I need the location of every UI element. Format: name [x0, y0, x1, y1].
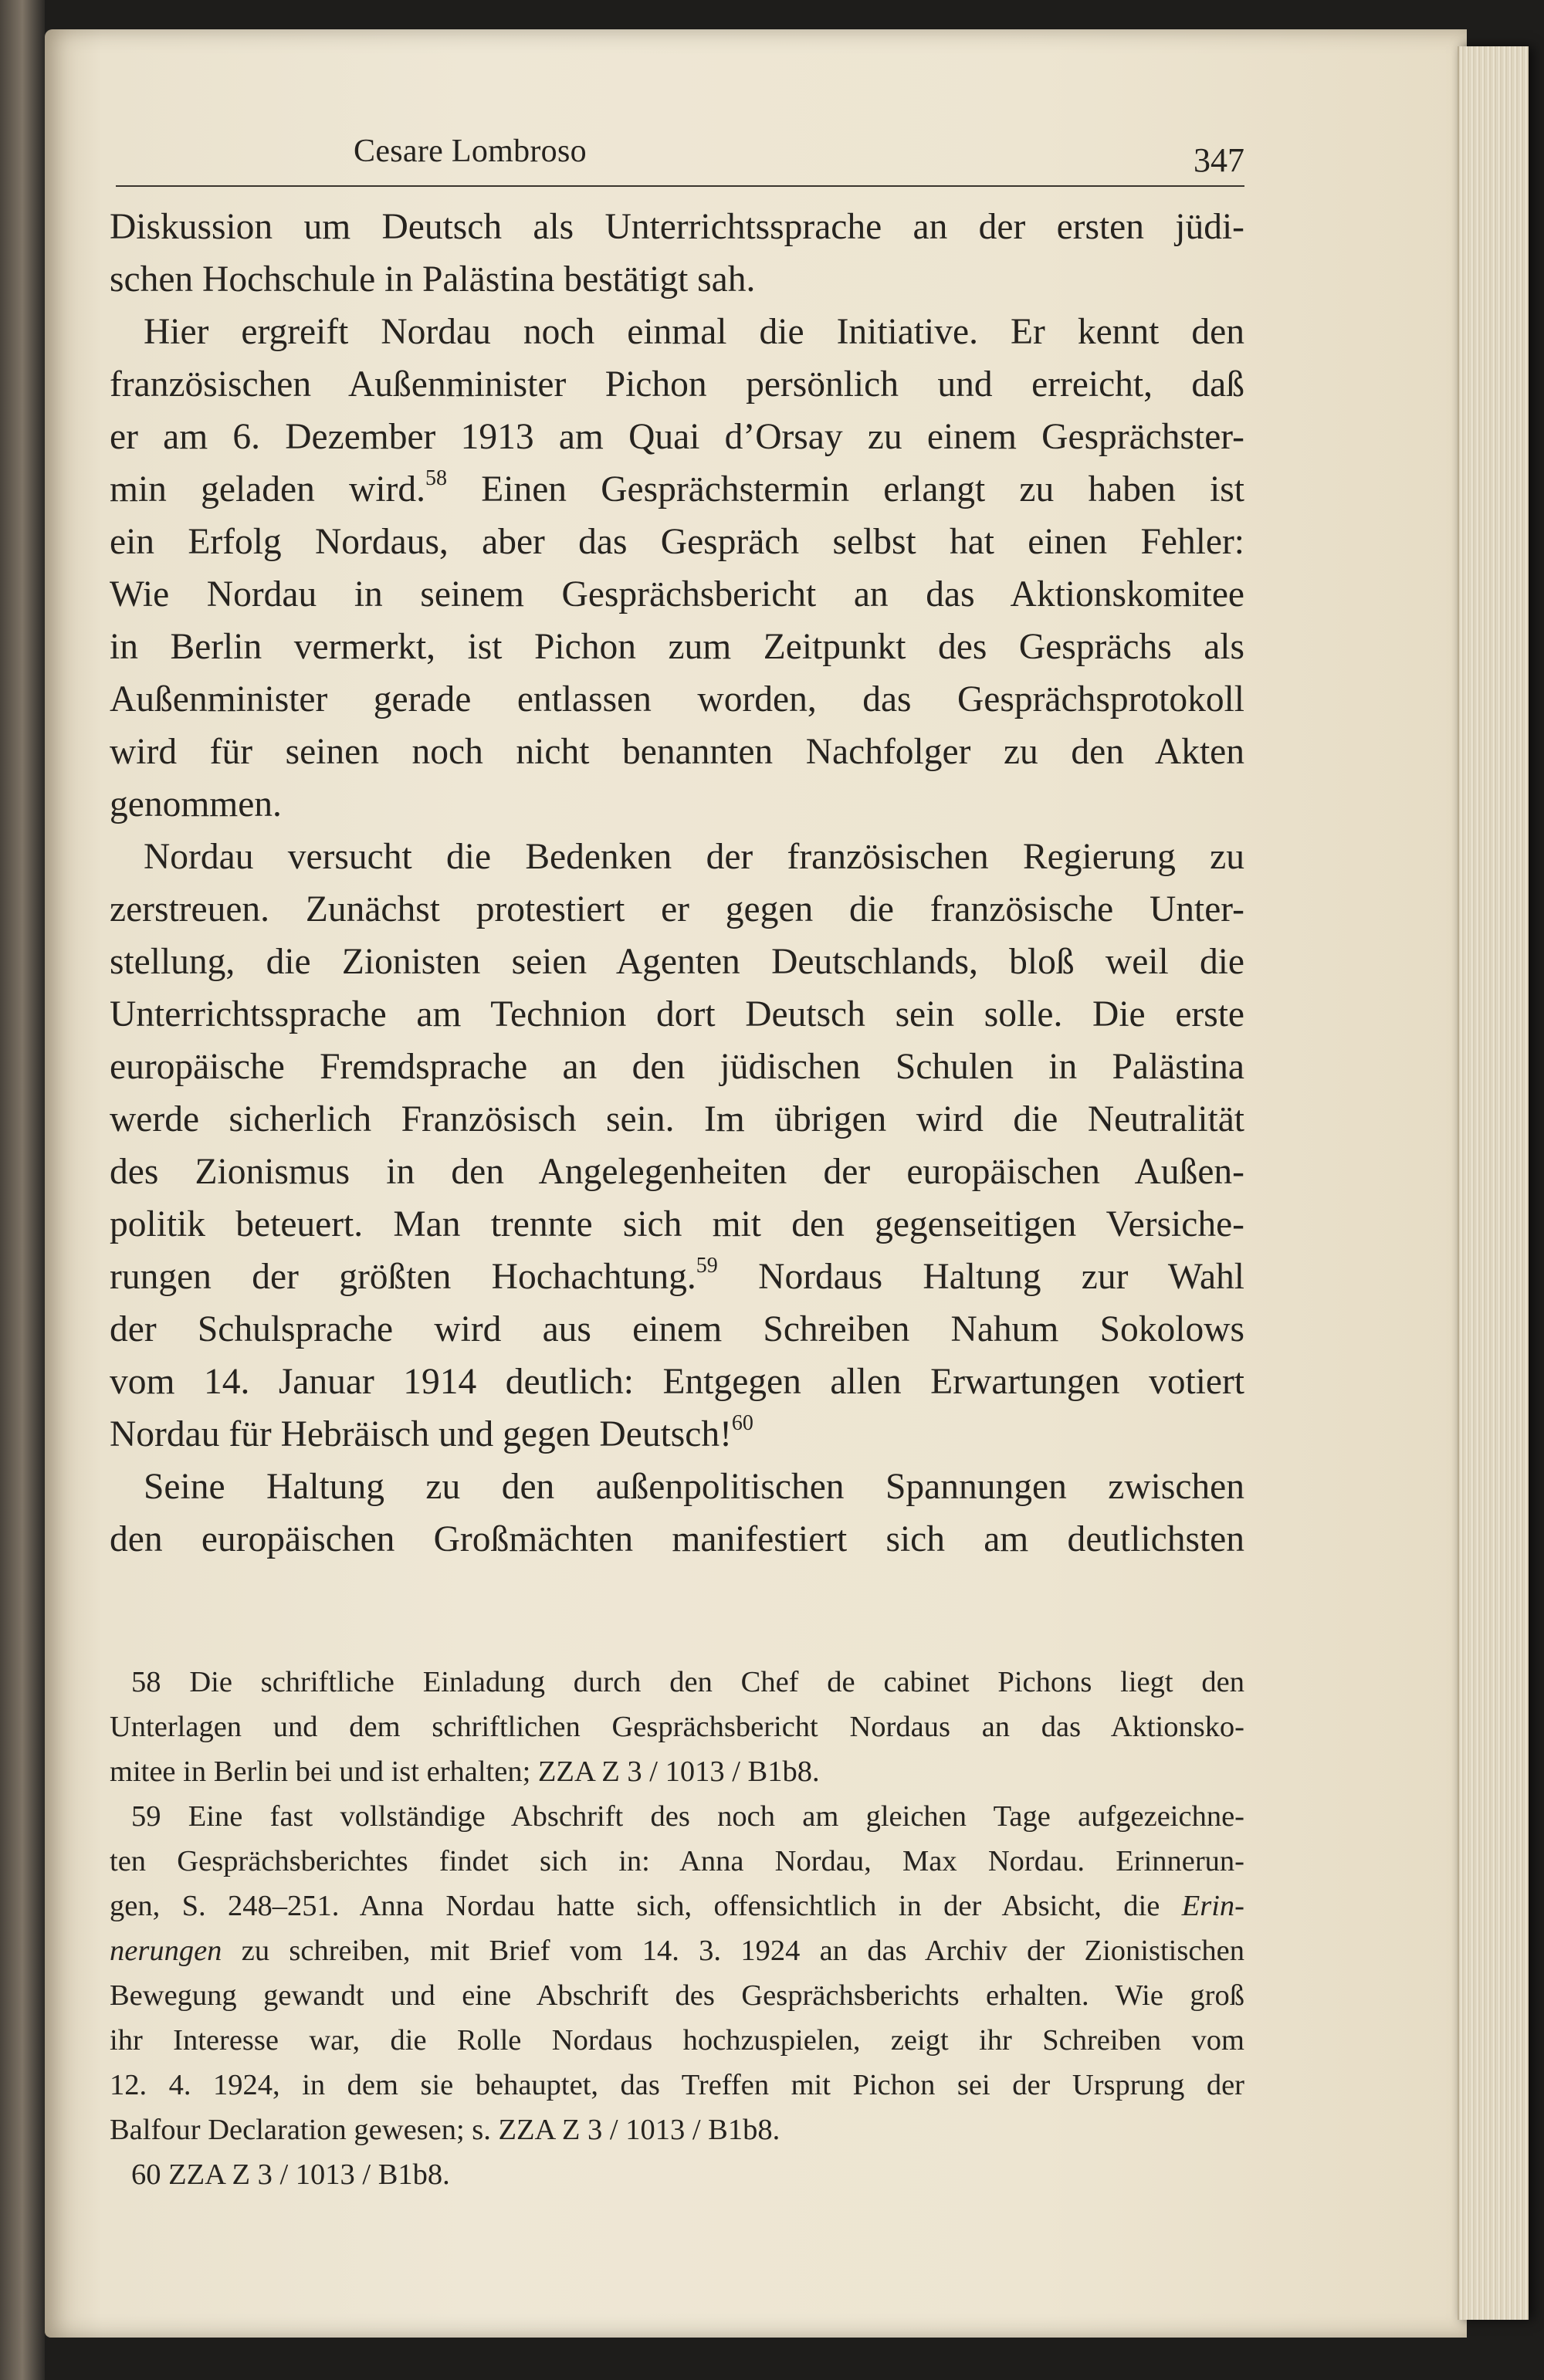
body-line: rungen der größten Hochachtung.$^{59}$ Nordaus Haltung zur Wahl	[110, 1254, 1244, 1297]
body-line: Nordau versucht die Bedenken der französischen Regierung zu	[144, 837, 1244, 877]
body-line: des Zionismus in den Angelegenheiten der europäischen Außen-	[110, 1152, 1244, 1192]
body-line: den europäischen Großmächten manifestiert sich am deutlichsten	[110, 1519, 1244, 1559]
footnote-60: 60 ZZA Z 3 / 1013 / B1b8.	[131, 2158, 450, 2191]
body-line: ein Erfolg Nordaus, aber das Gespräch selbst hat einen Fehler:	[110, 522, 1244, 562]
running-head-title: Cesare Lombroso	[354, 134, 587, 169]
body-line: stellung, die Zionisten seien Agenten Deutschlands, bloß weil die	[110, 942, 1244, 982]
footnote-line: Bewegung gewandt und eine Abschrift des Gesprächsberichts erhalten. Wie groß	[110, 1979, 1244, 2012]
body-line: er am 6. Dezember 1913 am Quai d’Orsay zu einem Gesprächster-	[110, 417, 1244, 457]
footnote-58: 58 Die schriftliche Einladung durch den Chef de cabinet Pichons liegt den	[131, 1666, 1244, 1698]
footnote-ref-58: 58	[425, 466, 447, 491]
page-number: 347	[1194, 141, 1244, 179]
body-line: schen Hochschule in Palästina bestätigt sah.	[110, 259, 756, 300]
body-line: Außenminister gerade entlassen worden, das Gesprächsprotokoll	[110, 679, 1244, 719]
body-line: werde sicherlich Französisch sein. Im übrigen wird die Neutralität	[110, 1099, 1244, 1139]
page-stack-edge	[1458, 46, 1529, 2320]
body-line: min geladen wird.$^{58}$ Einen Gesprächstermin erlangt zu haben ist	[110, 466, 1244, 510]
footnote-line: Balfour Declaration gewesen; s. ZZA Z 3 / 1013 / B1b8.	[110, 2114, 780, 2146]
facing-page-edge	[0, 0, 45, 2380]
body-line: europäische Fremdsprache an den jüdischen Schulen in Palästina	[110, 1047, 1244, 1087]
footnote-line: Unterlagen und dem schriftlichen Gesprächsbericht Nordaus an das Aktionsko-	[110, 1711, 1244, 1743]
body-line: wird für seinen noch nicht benannten Nachfolger zu den Akten	[110, 732, 1244, 772]
footnote-ref-60: 60	[731, 1411, 753, 1436]
body-line: Seine Haltung zu den außenpolitischen Spannungen zwischen	[144, 1467, 1244, 1507]
footnote-line: nerungen zu schreiben, mit Brief vom 14. 3. 1924 an das Archiv der Zionistischen	[110, 1935, 1244, 1967]
footnote-ref-59: 59	[696, 1254, 718, 1278]
footnote-line: ten Gesprächsberichtes findet sich in: Anna Nordau, Max Nordau. Erinnerun-	[110, 1845, 1244, 1877]
body-line: Hier ergreift Nordau noch einmal die Initiative. Er kennt den	[144, 312, 1244, 352]
footnote-59: 59 Eine fast vollständige Abschrift des noch am gleichen Tage aufgezeichne-	[131, 1800, 1244, 1833]
footnote-line: gen, S. 248–251. Anna Nordau hatte sich, offensichtlich in der Absicht, die Erin-	[110, 1890, 1244, 1922]
body-line: Wie Nordau in seinem Gesprächsbericht an das Aktionskomitee	[110, 574, 1244, 614]
body-line: Unterrichtssprache am Technion dort Deutsch sein solle. Die erste	[110, 994, 1244, 1034]
body-line: genommen.	[110, 784, 282, 824]
running-head	[116, 124, 1244, 187]
footnote-line: ihr Interesse war, die Rolle Nordaus hochzuspielen, zeigt ihr Schreiben vom	[110, 2024, 1244, 2057]
body-line: in Berlin vermerkt, ist Pichon zum Zeitpunkt des Gesprächs als	[110, 627, 1244, 667]
footnote-line: 12. 4. 1924, in dem sie behauptet, das Treffen mit Pichon sei der Ursprung der	[110, 2069, 1244, 2101]
body-line: Nordau für Hebräisch und gegen Deutsch!$^{60}$	[110, 1411, 753, 1454]
body-line: zerstreuen. Zunächst protestiert er gegen die französische Unter-	[110, 889, 1244, 929]
footnote-line: mitee in Berlin bei und ist erhalten; ZZA Z 3 / 1013 / B1b8.	[110, 1755, 820, 1788]
body-line: politik beteuert. Man trennte sich mit den gegenseitigen Versiche-	[110, 1204, 1244, 1244]
body-line: vom 14. Januar 1914 deutlich: Entgegen allen Erwartungen votiert	[110, 1362, 1244, 1402]
body-line: Diskussion um Deutsch als Unterrichtssprache an der ersten jüdi-	[110, 207, 1244, 247]
body-line: der Schulsprache wird aus einem Schreiben Nahum Sokolows	[110, 1309, 1244, 1349]
body-line: französischen Außenminister Pichon persönlich und erreicht, daß	[110, 364, 1244, 405]
